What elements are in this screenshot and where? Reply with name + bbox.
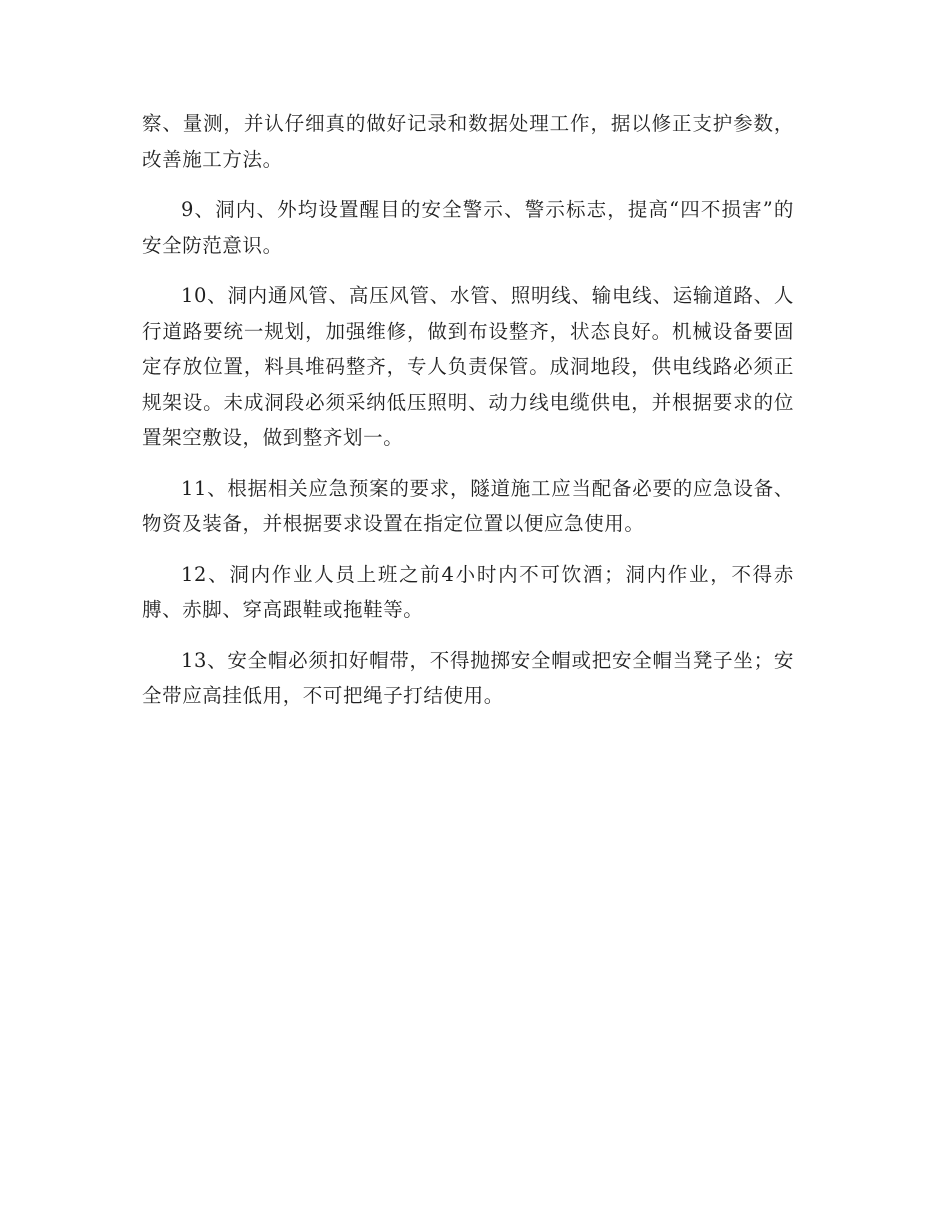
paragraph-continuation: 察、量测，并认仔细真的做好记录和数据处理工作，据以修正支护参数，改善施工方法。	[142, 112, 794, 171]
paragraph-item-9: 9、洞内、外均设置醒目的安全警示、警示标志，提高“四不损害”的安全防范意识。	[142, 198, 794, 257]
document-body	[142, 106, 794, 729]
paragraph-item-10: 10、洞内通风管、高压风管、水管、照明线、输电线、运输道路、人行道路要统一规划，加强维修，做到布设整齐，状态良好。机械设备要固定存放位置，料具堆码整齐，专人负责保管。成洞地段，供电线路必须正规架设。未成洞段必须采纳低压照明、动力线电缆供电，并根据要求的位置架空敷设，做到整齐划一。	[142, 284, 794, 449]
paragraph-item-12: 12、洞内作业人员上班之前4小时内不可饮酒；洞内作业，不得赤膊、赤脚、穿高跟鞋或拖鞋等。	[142, 562, 794, 621]
paragraph-item-13: 13、安全帽必须扣好帽带，不得抛掷安全帽或把安全帽当凳子坐；安全带应高挂低用，不可把绳子打结使用。	[142, 648, 794, 707]
paragraph-item-11: 11、根据相关应急预案的要求，隧道施工应当配备必要的应急设备、物资及装备，并根据要求设置在指定位置以便应急使用。	[142, 476, 794, 535]
